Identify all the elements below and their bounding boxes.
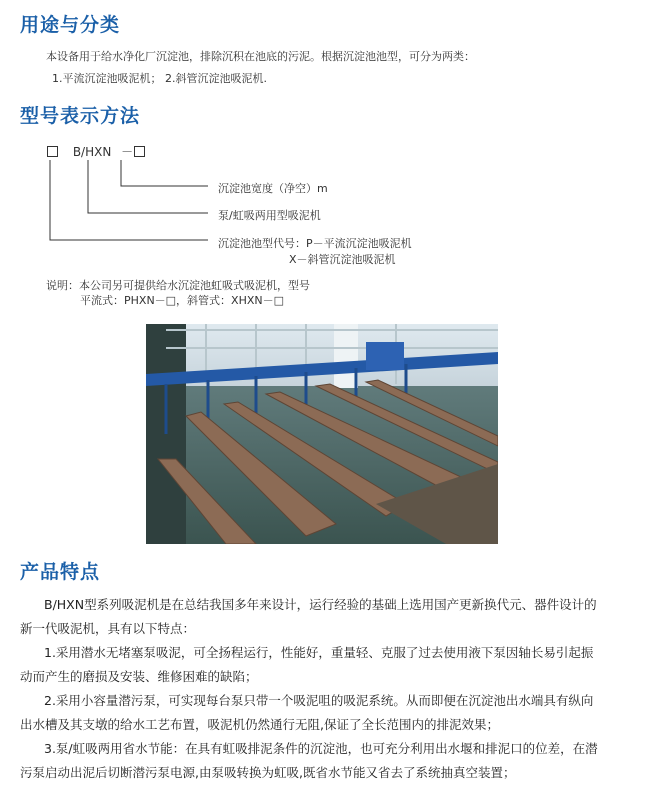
label-pool-width: 沉淀池宽度（净空）m — [218, 182, 328, 195]
features-para-2a: 1.采用潜水无堵塞泵吸泥，可全扬程运行，性能好，重量轻、克服了过去使用液下泵因轴长易引起振 — [44, 645, 594, 660]
note-line-2: 平流式：PHXN－□，斜管式：XHXN－□ — [80, 294, 285, 307]
features-para-2b: 动而产生的磨损及安装、维修困难的缺陷； — [20, 669, 258, 684]
label-machine-type: 泵/虹吸两用型吸泥机 — [218, 209, 321, 222]
model-heading: 型号表示方法 — [20, 105, 141, 127]
note-line-1: 说明：本公司另可提供给水沉淀池虹吸式吸泥机，型号 — [46, 279, 310, 292]
model-code-main: B/HXN — [72, 145, 112, 159]
model-leader-lines — [0, 0, 646, 270]
features-para-1a: B/HXN型系列吸泥机是在总结我国多年来设计，运行经验的基础上选用国产更新换代元、器件设计的 — [44, 597, 597, 612]
features-heading: 产品特点 — [20, 561, 101, 583]
sedimentation-tank-photo — [146, 324, 498, 544]
features-para-3a: 2.采用小容量潜污泵，可实现每台泵只带一个吸泥咀的吸泥系统。从而即便在沉淀池出水端具有纵向 — [44, 693, 594, 708]
features-para-4a: 3.泵/虹吸两用省水节能：在具有虹吸排泥条件的沉淀池，也可充分利用出水堰和排泥口的位差，在潜 — [44, 741, 598, 756]
usage-categories: 1.平流沉淀池吸泥机； 2.斜管沉淀池吸泥机. — [52, 72, 267, 85]
usage-heading: 用途与分类 — [20, 14, 121, 36]
features-para-4b: 污泵启动出泥后切断潜污泵电源,由泵吸转换为虹吸,既省水节能又省去了系统抽真空装置； — [20, 765, 516, 780]
model-code-sep: － — [121, 145, 134, 159]
label-pool-type-x: X－斜管沉淀池吸泥机 — [289, 253, 396, 266]
usage-description: 本设备用于给水净化厂沉淀池，排除沉积在池底的污泥。根据沉淀池池型，可分为两类： — [46, 50, 475, 63]
label-pool-type: 沉淀池池型代号：P－平流沉淀池吸泥机 — [218, 237, 412, 250]
features-para-1b: 新一代吸泥机，具有以下特点： — [20, 621, 196, 636]
features-para-3b: 出水槽及其支墩的给水工艺布置，吸泥机仍然通行无阻,保证了全长范围内的排泥效果； — [20, 717, 499, 732]
features-body — [20, 593, 628, 785]
